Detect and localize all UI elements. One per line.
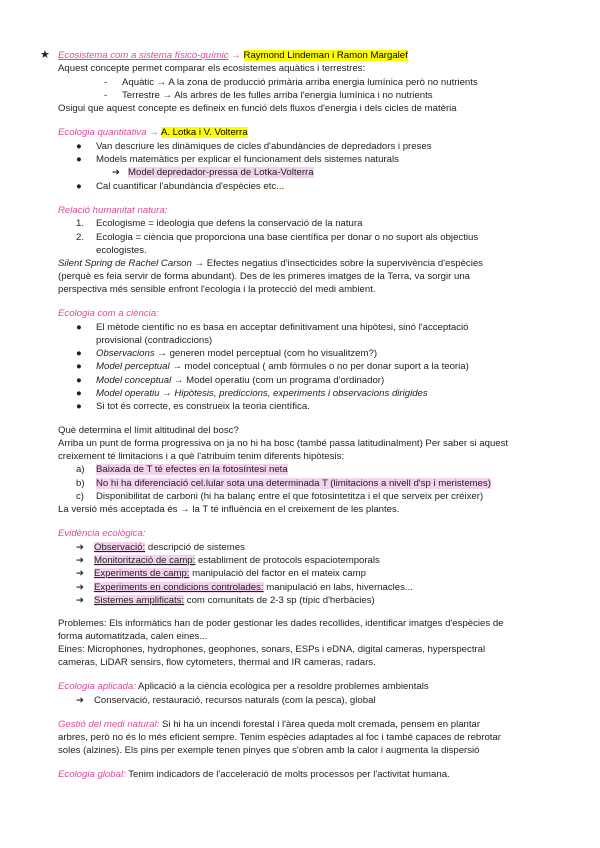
arrow-icon: ➔ xyxy=(76,582,85,593)
list-item: Model perceptual → model conceptual ( amb fòrmules o no per donar suport a la teoria) xyxy=(96,361,469,372)
bullet-icon: ● xyxy=(76,181,82,192)
list-item: El mètode científic no es basa en acceptar definitivament una hipòtesi, sinó l'acceptació xyxy=(96,322,469,333)
section-heading-evidencia: Evidència ecològica: xyxy=(58,528,146,539)
paragraph: perspectiva més sensible enfront l'ecologia i la protecció del medi ambient. xyxy=(58,284,376,295)
list-item: Experiments de camp: manipulació del factor en el mateix camp xyxy=(94,568,366,579)
list-item: Ecologia = ciència que proporciona una base científica per donar o no suport als objectius xyxy=(96,232,479,243)
section-heading-aplicada: Ecologia aplicada: Aplicació a la ciència ecològica per a resoldre problemes ambientals xyxy=(58,681,429,692)
list-number: 1. xyxy=(76,218,85,229)
section-heading-gestio: Gestió del medi natural: Si hi ha un incendi forestal i l'àrea queda molt cremada, pensem en plantar xyxy=(58,719,481,730)
bullet-icon: ● xyxy=(76,322,82,333)
list-item: Terrestre → Als arbres de les fulles arriba l'energia lumínica i no nutrients xyxy=(122,90,433,101)
list-item: Observacions → generen model perceptual (com ho visualitzem?) xyxy=(96,348,378,359)
list-item: Models matemàtics per explicar el funcionament dels sistemes naturals xyxy=(96,154,399,165)
arrow-icon: ➔ xyxy=(76,595,85,606)
arrow-icon: ➔ xyxy=(76,555,85,566)
paragraph: Osigui que aquest concepte es defineix en funció dels fluxos d'energia i dels cicles de matèria xyxy=(58,103,457,114)
bullet-icon: ● xyxy=(76,401,82,412)
list-letter: c) xyxy=(76,491,84,502)
bullet-icon: ● xyxy=(76,388,82,399)
section-heading-global: Ecologia global: Tenim indicadors de l'acceleració de molts processos per l'activitat humana. xyxy=(58,769,450,780)
bullet-icon: ● xyxy=(76,154,82,165)
paragraph: Silent Spring de Rachel Carson → Efectes negatius d'insecticides sobre la supervivència d'espècies xyxy=(58,258,483,269)
paragraph: (perquè es feia servir de forma abundant). Des de les primeres imatges de la Terra, va sorgir una xyxy=(58,271,471,282)
arrow-icon: ➔ xyxy=(76,695,85,706)
list-item: Experiments en condicions controlades: manipulació en labs, hivernacles... xyxy=(94,582,413,593)
list-item: Si tot és correcte, es construeix la teoria científica. xyxy=(96,401,310,412)
paragraph: Eines: Microphones, hydrophones, geophones, sonars, ESPs i eDNA, digital cameras, hyperspectral xyxy=(58,644,486,655)
paragraph: Problemes: Els informàtics han de poder gestionar les dades recollides, identificar imatges d'espècies de xyxy=(58,618,504,629)
arrow-icon: ➔ xyxy=(112,167,121,178)
paragraph: creixement té limitacions i a què l'atribuim tenim diferents hipòtesis: xyxy=(58,451,345,462)
bullet-icon: ● xyxy=(76,375,82,386)
bullet-icon: ● xyxy=(76,348,82,359)
list-marker: - xyxy=(104,77,108,88)
section-heading-relacio: Relació humanitat natura: xyxy=(58,205,168,216)
section-heading-ecosistema: Ecosistema com a sistema físico-químic → Raymond Lindeman i Ramon Margalef xyxy=(58,50,408,61)
list-item: Disponibilitat de carboni (hi ha balanç entre el que fotosintetitza i el que serveix per créixer) xyxy=(96,491,484,502)
list-item: Monitorització de camp: establiment de protocols espaciotemporals xyxy=(94,555,380,566)
list-item: Model operatiu → Hipòtesis, prediccions, experiments i observacions dirigides xyxy=(96,388,428,399)
question-heading: Què determina el límit altitudinal del bosc? xyxy=(58,425,239,436)
paragraph: soles (alzines). Els pins per exemple tenen pinyes que s'obren amb la calor i augmenta la dispersió xyxy=(58,745,480,756)
arrow-icon: ➔ xyxy=(76,568,85,579)
list-item: Sistemes amplificats: com comunitats de 2-3 sp (típic d'herbàcies) xyxy=(94,595,375,606)
list-letter: a) xyxy=(76,464,85,475)
paragraph: cameras, LiDAR sensirs, flow cytometers, thermal and IR cameras, radars. xyxy=(58,657,376,668)
paragraph: Aquest concepte permet comparar els ecosistemes aquàtics i terrestres: xyxy=(58,63,366,74)
section-heading-quantitativa: Ecologia quantitativa → A. Lotka i V. Volterra xyxy=(58,127,248,138)
star-icon: ★ xyxy=(40,49,50,61)
list-item: No hi ha diferenciació cel.lular sota una determinada T (limitacions a nivell d'sp i meristemes) xyxy=(96,478,492,489)
list-number: 2. xyxy=(76,232,85,243)
arrow-icon: ➔ xyxy=(76,542,85,553)
list-item-cont: provisional (contradiccions) xyxy=(96,335,213,346)
list-item: Ecologisme = ideologia que defens la conservació de la natura xyxy=(96,218,363,229)
list-item: Observació: descripció de sistemes xyxy=(94,542,245,553)
bullet-icon: ● xyxy=(76,361,82,372)
list-marker: - xyxy=(104,90,108,101)
sub-item: Model depredador-pressa de Lotka-Volterra xyxy=(128,167,314,178)
list-item: Model conceptual → Model operatiu (com un programa d'ordinador) xyxy=(96,375,385,386)
section-heading-ciencia: Ecologia com a ciència: xyxy=(58,308,159,319)
list-item: Cal cuantificar l'abundància d'espècies etc... xyxy=(96,181,285,192)
list-item: Van descriure les dinàmiques de cicles d'abundàncies de depredadors i preses xyxy=(96,141,432,152)
list-item-cont: ecologistes. xyxy=(96,245,147,256)
list-letter: b) xyxy=(76,478,85,489)
paragraph: arbres, però no és lo més eficient sempre. Tenim espècies adaptades al foc i també capaces de rebrotar xyxy=(58,732,501,743)
bullet-icon: ● xyxy=(76,141,82,152)
paragraph: forma automatitzada, calen eines... xyxy=(58,631,208,642)
list-item: Conservació, restauració, recursos naturals (com la pesca), global xyxy=(94,695,376,706)
paragraph: Arriba un punt de forma progressiva on ja no hi ha bosc (també passa latitudinalment) Per saber si aquest xyxy=(58,438,509,449)
list-item: Aquàtic → A la zona de producció primària arriba energia lumínica però no nutrients xyxy=(122,77,478,88)
list-item: Baixada de T té efectes en la fotosíntesi neta xyxy=(96,464,288,475)
paragraph: La versió més acceptada és → la T té influència en el creixement de les plantes. xyxy=(58,504,400,515)
